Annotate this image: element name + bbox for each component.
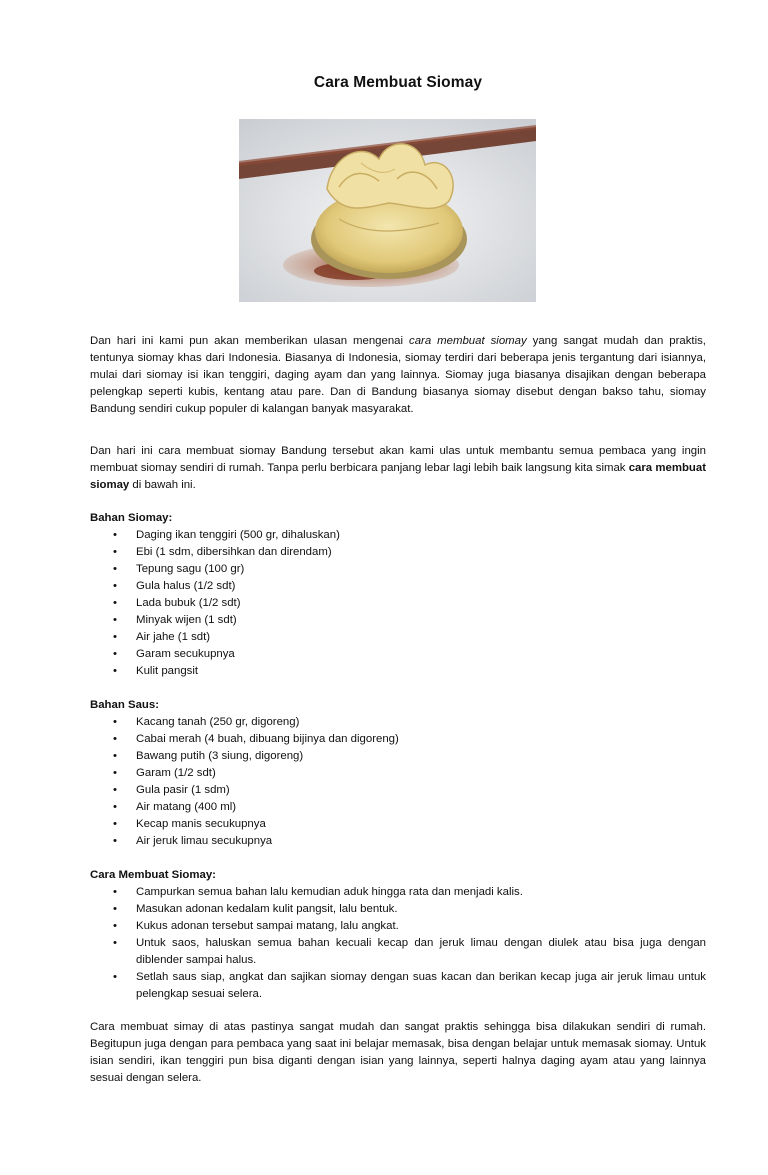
bullet-icon: • xyxy=(113,801,117,813)
list-item: • Gula halus (1/2 sdt) xyxy=(90,578,706,595)
bullet-icon: • xyxy=(113,733,117,745)
second-paragraph: Dan hari ini cara membuat siomay Bandung tersebut akan kami ulas untuk membantu semua pembaca yang ingin membuat siomay sendiri di rumah. Tanpa perlu berbicara panjang lebar lagi lebih baik langsung kita simak cara membuat siomay di bawah ini. xyxy=(90,445,706,491)
list-item: • Air jeruk limau secukupnya xyxy=(90,833,706,850)
bahan-saus-heading: Bahan Saus: xyxy=(90,699,159,711)
bullet-icon: • xyxy=(113,835,117,847)
bullet-icon: • xyxy=(113,563,117,575)
siomay-dumpling-photo-icon xyxy=(239,119,536,302)
list-item: • Garam secukupnya xyxy=(90,646,706,663)
bullet-icon: • xyxy=(113,903,117,915)
list-item: • Kukus adonan tersebut sampai matang, lalu angkat. xyxy=(90,918,706,935)
cara-membuat-list xyxy=(90,884,706,1003)
list-item: • Air jahe (1 sdt) xyxy=(90,629,706,646)
article-body xyxy=(90,333,706,1087)
bahan-saus-list xyxy=(90,714,706,850)
list-item: • Daging ikan tenggiri (500 gr, dihaluskan) xyxy=(90,527,706,544)
bullet-icon: • xyxy=(113,920,117,932)
page-title: Cara Membuat Siomay xyxy=(313,74,483,91)
list-item: • Lada bubuk (1/2 sdt) xyxy=(90,595,706,612)
bullet-icon: • xyxy=(113,971,117,983)
bahan-siomay-list xyxy=(90,527,706,680)
list-item: • Tepung sagu (100 gr) xyxy=(90,561,706,578)
bullet-icon: • xyxy=(113,580,117,592)
list-item: • Ebi (1 sdm, dibersihkan dan direndam) xyxy=(90,544,706,561)
bullet-icon: • xyxy=(113,631,117,643)
list-item: • Air matang (400 ml) xyxy=(90,799,706,816)
list-item: • Campurkan semua bahan lalu kemudian aduk hingga rata dan menjadi kalis. xyxy=(90,884,706,901)
list-item: • Bawang putih (3 siung, digoreng) xyxy=(90,748,706,765)
list-item: • Kacang tanah (250 gr, digoreng) xyxy=(90,714,706,731)
list-item: • Cabai merah (4 buah, dibuang bijinya dan digoreng) xyxy=(90,731,706,748)
second-paragraph-emphasis: cara membuat siomay xyxy=(90,462,706,491)
closing-paragraph: Cara membuat simay di atas pastinya sangat mudah dan sangat praktis sehingga bisa dilakukan sendiri di rumah. Begitupun juga dengan para pembaca yang saat ini belajar memasak, bisa dengan belajar untuk memasak siomay. Untuk isian sendiri, ikan tenggiri pun bisa diganti dengan isian yang lainnya, seperti halnya daging ayam atau yang lainnya sesuai dengan selera. xyxy=(90,1021,706,1084)
list-item: • Minyak wijen (1 sdt) xyxy=(90,612,706,629)
bullet-icon: • xyxy=(113,750,117,762)
list-item: • Kecap manis secukupnya xyxy=(90,816,706,833)
bullet-icon: • xyxy=(113,546,117,558)
intro-emphasis: cara membuat siomay xyxy=(409,335,527,347)
list-item: • Masukan adonan kedalam kulit pangsit, lalu bentuk. xyxy=(90,901,706,918)
bullet-icon: • xyxy=(113,529,117,541)
bullet-icon: • xyxy=(113,818,117,830)
cara-membuat-heading: Cara Membuat Siomay: xyxy=(90,869,216,881)
bullet-icon: • xyxy=(113,597,117,609)
bahan-siomay-heading: Bahan Siomay: xyxy=(90,512,173,524)
intro-paragraph: Dan hari ini kami pun akan memberikan ulasan mengenai cara membuat siomay yang sangat mudah dan praktis, tentunya siomay khas dari Indonesia. Biasanya di Indonesia, siomay terdiri dari beberapa jenis tergantung dari isiannya, mulai dari siomay isi ikan tenggiri, daging ayam dan yang lainnya. Siomay juga biasanya disajikan dengan beberapa pelengkap seperti kubis, kentang atau pare. Dan di Bandung biasanya siomay disebut dengan bakso tahu, siomay Bandung sendiri cukup populer di kalangan banyak masyarakat. xyxy=(90,335,706,415)
bullet-icon: • xyxy=(113,716,117,728)
list-item: • Setlah saus siap, angkat dan sajikan siomay dengan suas kacan dan berikan kecap juga air jeruk limau untuk pelengkap sesuai selera. xyxy=(113,971,706,1000)
list-item: • Untuk saos, haluskan semua bahan kecuali kecap dan jeruk limau dengan diulek atau bisa juga dengan diblender sampai halus. xyxy=(113,937,706,966)
list-item: • Kulit pangsit xyxy=(90,663,706,680)
list-item: • Garam (1/2 sdt) xyxy=(90,765,706,782)
bullet-icon: • xyxy=(113,767,117,779)
bullet-icon: • xyxy=(113,614,117,626)
list-item: • Gula pasir (1 sdm) xyxy=(90,782,706,799)
bullet-icon: • xyxy=(113,648,117,660)
bullet-icon: • xyxy=(113,665,117,677)
bullet-icon: • xyxy=(113,886,117,898)
bullet-icon: • xyxy=(113,937,117,949)
bullet-icon: • xyxy=(113,784,117,796)
